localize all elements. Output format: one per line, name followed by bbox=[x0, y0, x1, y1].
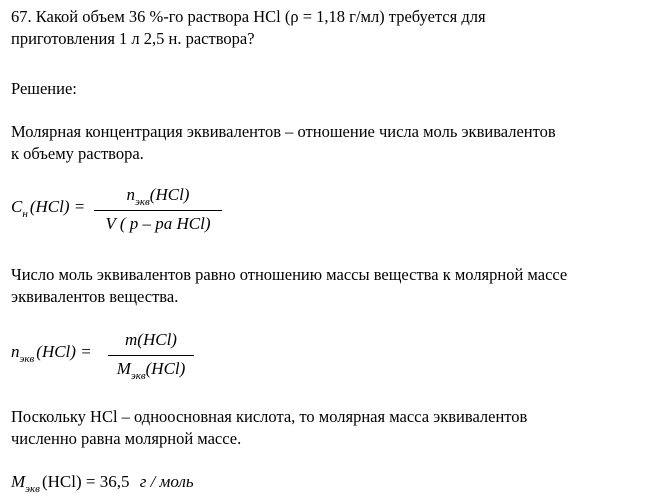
formula-2-fraction-bar bbox=[108, 355, 194, 356]
formula-1-lhs-subscript: н bbox=[22, 208, 28, 220]
formula-1-denominator: V ( p – pa HCl) bbox=[105, 214, 211, 233]
formula-equivalent-moles bbox=[11, 342, 92, 365]
formula-2-lhs-subscript: экв bbox=[19, 353, 35, 365]
paragraph-molar-concentration bbox=[11, 121, 633, 165]
formula-2-den-argument: (HCl) bbox=[145, 359, 186, 378]
solution-heading: Решение: bbox=[11, 79, 77, 98]
paragraph-1-line-1: Молярная концентрация эквивалентов – отношение числа моль эквивалентов bbox=[11, 122, 556, 141]
formula-2-lhs-argument: (HCl) = bbox=[36, 342, 92, 361]
paragraph-monobasic-acid bbox=[11, 406, 633, 450]
problem-line-2: приготовления 1 л 2,5 н. раствора? bbox=[11, 29, 255, 48]
problem-statement bbox=[11, 6, 633, 50]
formula-2-den-subscript: экв bbox=[130, 370, 146, 382]
formula-3-lhs-subscript: экв bbox=[25, 483, 40, 495]
paragraph-equivalents bbox=[11, 264, 633, 308]
formula-1-lhs-symbol: C bbox=[11, 197, 23, 216]
formula-1-lhs-argument: (HCl) = bbox=[29, 197, 86, 216]
formula-3-value: (HCl) = 36,5 bbox=[41, 472, 130, 491]
formula-2-fraction bbox=[108, 330, 194, 382]
formula-1-num-argument: (HCl) bbox=[149, 185, 190, 204]
formula-1-fraction-bar bbox=[94, 210, 222, 211]
paragraph-3-line-2: численно равна молярной массе. bbox=[11, 429, 242, 448]
paragraph-2-line-1: Число моль эквивалентов равно отношению массы вещества к молярной массе bbox=[11, 265, 568, 284]
formula-3-unit: г / моль bbox=[139, 472, 194, 491]
formula-2-lhs-symbol: n bbox=[11, 342, 20, 361]
formula-2-numerator: m(HCl) bbox=[125, 330, 177, 349]
formula-2-den-symbol: M bbox=[116, 359, 131, 378]
problem-line-1: 67. Какой объем 36 %-го раствора HCl (ρ = 1,18 г/мл) требуется для bbox=[11, 7, 486, 26]
formula-1-numerator bbox=[94, 185, 222, 208]
paragraph-3-line-1: Поскольку HCl – одноосновная кислота, то молярная масса эквивалентов bbox=[11, 407, 528, 426]
paragraph-2-line-2: эквивалентов вещества. bbox=[11, 287, 179, 306]
formula-1-num-symbol: n bbox=[126, 185, 136, 204]
formula-3-lhs-symbol: M bbox=[11, 472, 26, 491]
formula-2-denominator bbox=[108, 359, 194, 382]
formula-molar-mass-equivalent bbox=[11, 472, 194, 495]
formula-1-fraction bbox=[94, 185, 222, 237]
formula-normal-concentration bbox=[11, 197, 86, 220]
formula-1-num-subscript: экв bbox=[135, 196, 150, 208]
paragraph-1-line-2: к объему раствора. bbox=[11, 144, 144, 163]
